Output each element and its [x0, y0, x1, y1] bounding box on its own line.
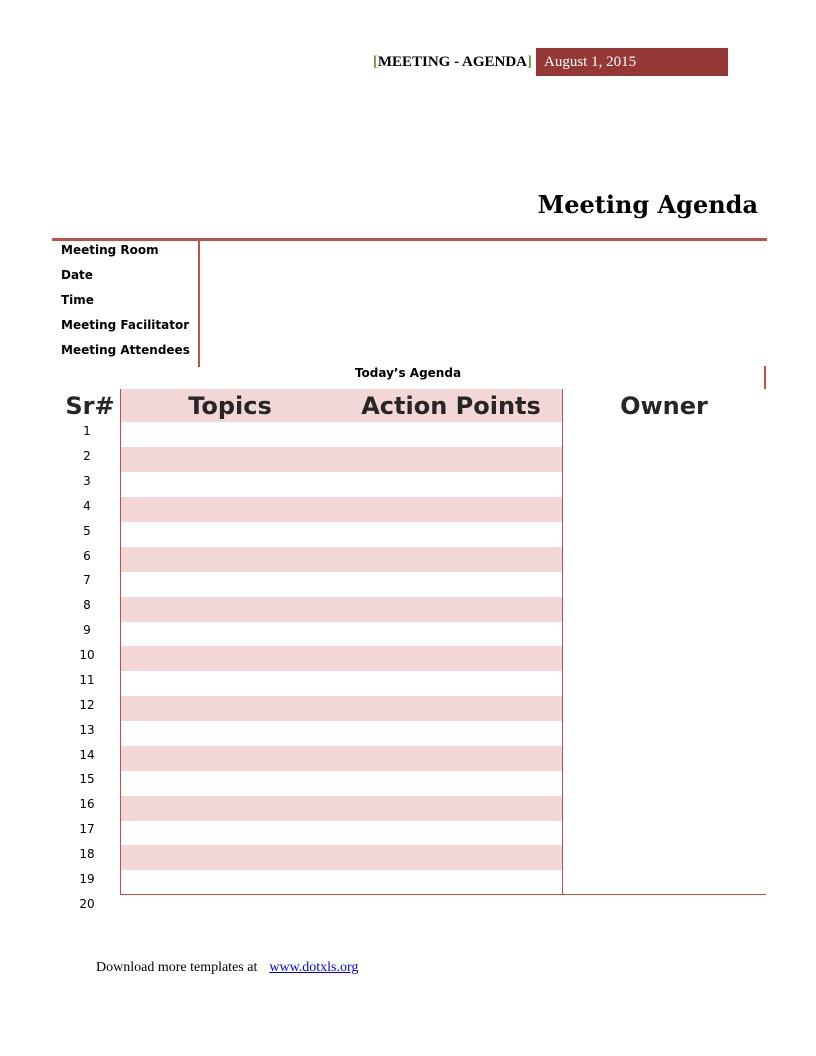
row-number: 19 — [79, 872, 95, 886]
table-row-band — [121, 845, 563, 870]
row-number: 14 — [79, 748, 95, 762]
table-row-band — [121, 696, 563, 721]
column-header-owner: Owner — [620, 392, 708, 420]
info-divider — [198, 241, 200, 367]
header-title-text: MEETING - AGENDA — [377, 54, 527, 70]
row-number: 13 — [79, 723, 95, 737]
row-number: 10 — [79, 648, 95, 662]
row-number: 12 — [79, 698, 95, 712]
info-label-facilitator: Meeting Facilitator — [61, 318, 190, 332]
footer-text: Download more templates at — [96, 960, 258, 975]
row-number: 4 — [83, 499, 91, 513]
column-header-action-points: Action Points — [361, 392, 541, 420]
row-number: 8 — [83, 598, 91, 612]
info-label-date: Date — [61, 268, 93, 282]
row-number: 18 — [79, 847, 95, 861]
row-number: 16 — [79, 797, 95, 811]
row-number: 9 — [83, 623, 91, 637]
row-number: 2 — [83, 449, 91, 463]
table-owner-divider — [562, 389, 563, 895]
bracket-close: ] — [527, 54, 532, 70]
bracket-open: [ — [372, 54, 378, 70]
todays-agenda-label: Today’s Agenda — [354, 366, 462, 380]
footer — [96, 960, 358, 976]
info-label-time: Time — [61, 293, 94, 307]
header-title — [340, 48, 532, 76]
row-number: 5 — [83, 524, 91, 538]
table-left-border — [120, 389, 121, 895]
table-row-band — [121, 796, 563, 821]
row-number: 7 — [83, 573, 91, 587]
column-header-topics: Topics — [188, 392, 272, 420]
table-row-band — [121, 497, 563, 522]
row-number: 6 — [83, 549, 91, 563]
table-row-band — [121, 746, 563, 771]
row-number: 1 — [83, 424, 91, 438]
table-row-band — [121, 646, 563, 671]
info-label-attendees: Meeting Attendees — [61, 343, 190, 357]
row-number: 15 — [79, 772, 95, 786]
row-number: 3 — [83, 474, 91, 488]
row-number: 20 — [79, 897, 95, 911]
table-row-band — [121, 547, 563, 572]
footer-link[interactable]: www.dotxls.org — [269, 960, 359, 975]
table-bottom-border — [120, 894, 766, 895]
info-label-meeting-room: Meeting Room — [61, 243, 159, 257]
table-row-band — [121, 597, 563, 622]
document-title: Meeting Agenda — [537, 190, 758, 219]
column-header-sr: Sr# — [65, 392, 115, 420]
row-number: 17 — [79, 822, 95, 836]
header-date[interactable]: August 1, 2015 — [536, 48, 728, 76]
table-row-band — [121, 447, 563, 472]
title-rule — [52, 238, 767, 241]
row-number: 11 — [79, 673, 95, 687]
owner-divider-tick — [764, 366, 766, 389]
